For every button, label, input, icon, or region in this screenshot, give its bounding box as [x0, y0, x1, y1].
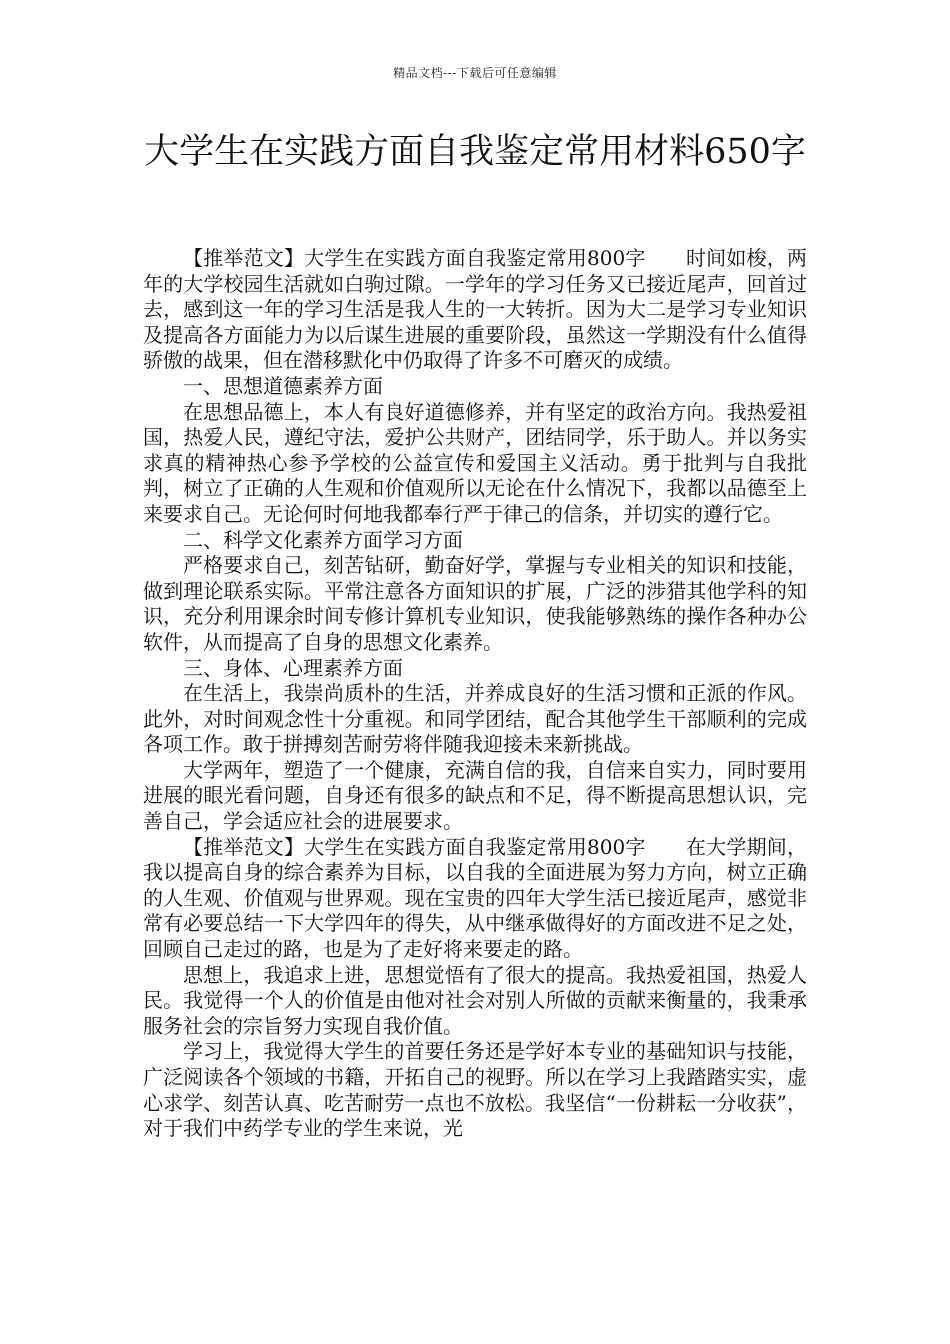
paragraph: 【推举范文】大学生在实践方面自我鉴定常用800字 时间如梭，两年的大学校园生活就如白驹过隙。一学年的学习任务又已接近尾声，回首过去，感到这一年的学习生活是我人生的一大转折。因为大二是学习专业知识及提高各方面能力为以后谋生进展的重要阶段，虽然这一学期没有什么值得骄傲的战果，但在潜移默化中仍取得了许多不可磨灭的成绩。: [143, 246, 807, 373]
section-heading: 三、身体、心理素养方面: [183, 655, 403, 680]
paragraph: 严格要求自己，刻苦钻研，勤奋好学，掌握与专业相关的知识和技能，做到理论联系实际。平常注意各方面知识的扩展，广泛的涉猎其他学科的知识，充分利用课余时间专修计算机专业知识，使我能够熟练的操作各种办公软件，从而提高了自身的思想文化素养。: [143, 553, 807, 654]
document-title: 大学生在实践方面自我鉴定常用材料650字: [144, 132, 806, 172]
section-heading: 一、思想道德素养方面: [183, 373, 383, 398]
document-body: [143, 246, 807, 1142]
paragraph: 思想上，我追求上进，思想觉悟有了很大的提高。我热爱祖国，热爱人民。我觉得一个人的价值是由他对社会对别人所做的贡献来衡量的，我秉承服务社会的宗旨努力实现自我价值。: [143, 962, 807, 1038]
section-heading: 二、科学文化素养方面学习方面: [183, 527, 463, 552]
header-note: 精品文档---下载后可任意编辑: [393, 66, 557, 80]
paragraph: 【推举范文】大学生在实践方面自我鉴定常用800字 在大学期间，我以提高自身的综合素养为目标，以自我的全面进展为努力方向，树立正确的人生观、价值观与世界观。现在宝贵的四年大学生活已接近尾声，感觉非常有必要总结一下大学四年的得失，从中继承做得好的方面改进不足之处，回顾自己走过的路，也是为了走好将来要走的路。: [143, 834, 807, 962]
paragraph: 大学两年，塑造了一个健康，充满自信的我，自信来自实力，同时要用进展的眼光看问题，自身还有很多的缺点和不足，得不断提高思想认识，完善自己，学会适应社会的进展要求。: [143, 757, 807, 834]
paragraph: 在思想品德上，本人有良好道德修养，并有坚定的政治方向。我热爱祖国，热爱人民，遵纪守法，爱护公共财产，团结同学，乐于助人。并以务实求真的精神热心参予学校的公益宣传和爱国主义活动。勇于批判与自我批判，树立了正确的人生观和价值观所以无论在什么情况下，我都以品德至上来要求自己。无论何时何地我都奉行严于律己的信条，并切实的遵行它。: [143, 399, 807, 526]
paragraph: 在生活上，我崇尚质朴的生活，并养成良好的生活习惯和正派的作风。此外，对时间观念性十分重视。和同学团结，配合其他学生干部顺利的完成各项工作。敢于拼搏刻苦耐劳将伴随我迎接未来新挑战。: [143, 681, 807, 757]
paragraph: 学习上，我觉得大学生的首要任务还是学好本专业的基础知识与技能，广泛阅读各个领域的书籍，开拓自己的视野。所以在学习上我踏踏实实，虚心求学、刻苦认真、吃苦耐劳一点也不放松。我坚信“一份耕耘一分收获”，对于我们中药学专业的学生来说，光: [143, 1039, 807, 1141]
